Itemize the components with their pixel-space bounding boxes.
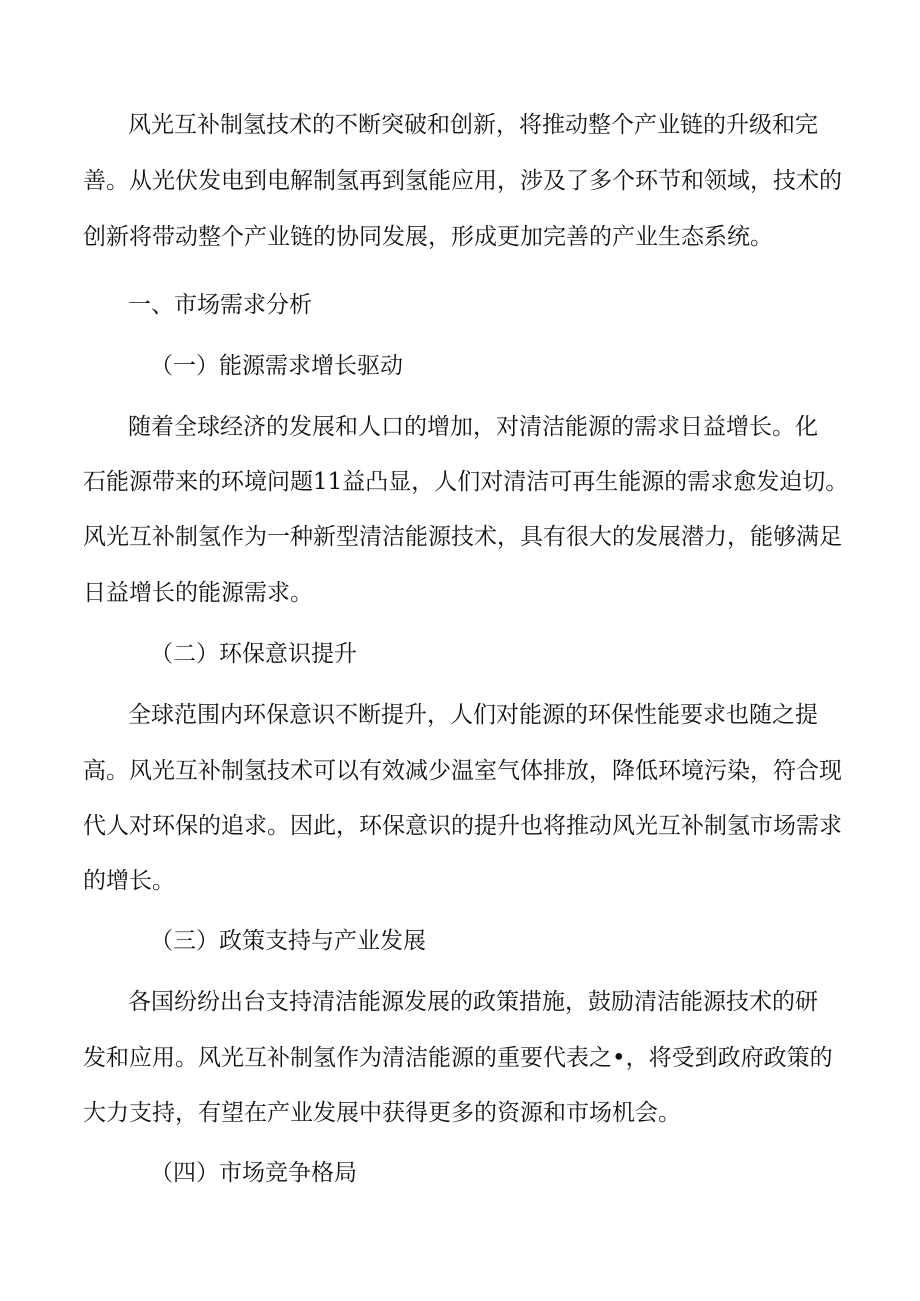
subheading-2: （二）环保意识提升 [150, 641, 357, 667]
paragraph-3-line-3: 代人对环保的追求。因此，环保意识的提升也将推动风光互补制氢市场需求 [83, 813, 842, 839]
paragraph-2-line-3: 风光互补制氢作为一种新型清洁能源技术，具有很大的发展潜力，能够满足 [83, 524, 842, 550]
paragraph-4-line-2: 发和应用。风光互补制氢作为清洁能源的重要代表之•，将受到政府政策的 [83, 1045, 833, 1071]
paragraph-1-line-3: 创新将带动整个产业链的协同发展，形成更加完善的产业生态系统。 [83, 224, 773, 250]
paragraph-2-line-2: 石能源带来的环境问题11益凸显，人们对清洁可再生能源的需求愈发迫切。 [83, 469, 849, 495]
section-heading: 一、市场需求分析 [128, 292, 312, 318]
subheading-3: （三）政策支持与产业发展 [150, 928, 426, 954]
paragraph-4-line-3: 大力支持，有望在产业发展中获得更多的资源和市场机会。 [83, 1100, 681, 1126]
paragraph-1-line-2: 善。从光伏发电到电解制氢再到氢能应用，涉及了多个环节和领域，技术的 [83, 168, 842, 194]
paragraph-2-line-1: 随着全球经济的发展和人口的增加，对清洁能源的需求日益增长。化 [128, 414, 818, 440]
subheading-4: （四）市场竞争格局 [150, 1160, 357, 1186]
paragraph-2-line-4: 日益增长的能源需求。 [83, 580, 313, 606]
paragraph-1-line-1: 风光互补制氢技术的不断突破和创新，将推动整个产业链的升级和完 [128, 112, 818, 138]
paragraph-3-line-2: 高。风光互补制氢技术可以有效减少温室气体排放，降低环境污染，符合现 [83, 758, 842, 784]
paragraph-4-line-1: 各国纷纷出台支持清洁能源发展的政策措施，鼓励清洁能源技术的研 [128, 989, 818, 1015]
paragraph-3-line-4: 的增长。 [83, 868, 175, 894]
paragraph-3-line-1: 全球范围内环保意识不断提升，人们对能源的环保性能要求也随之提 [128, 702, 818, 728]
subheading-1: （一）能源需求增长驱动 [150, 353, 403, 379]
